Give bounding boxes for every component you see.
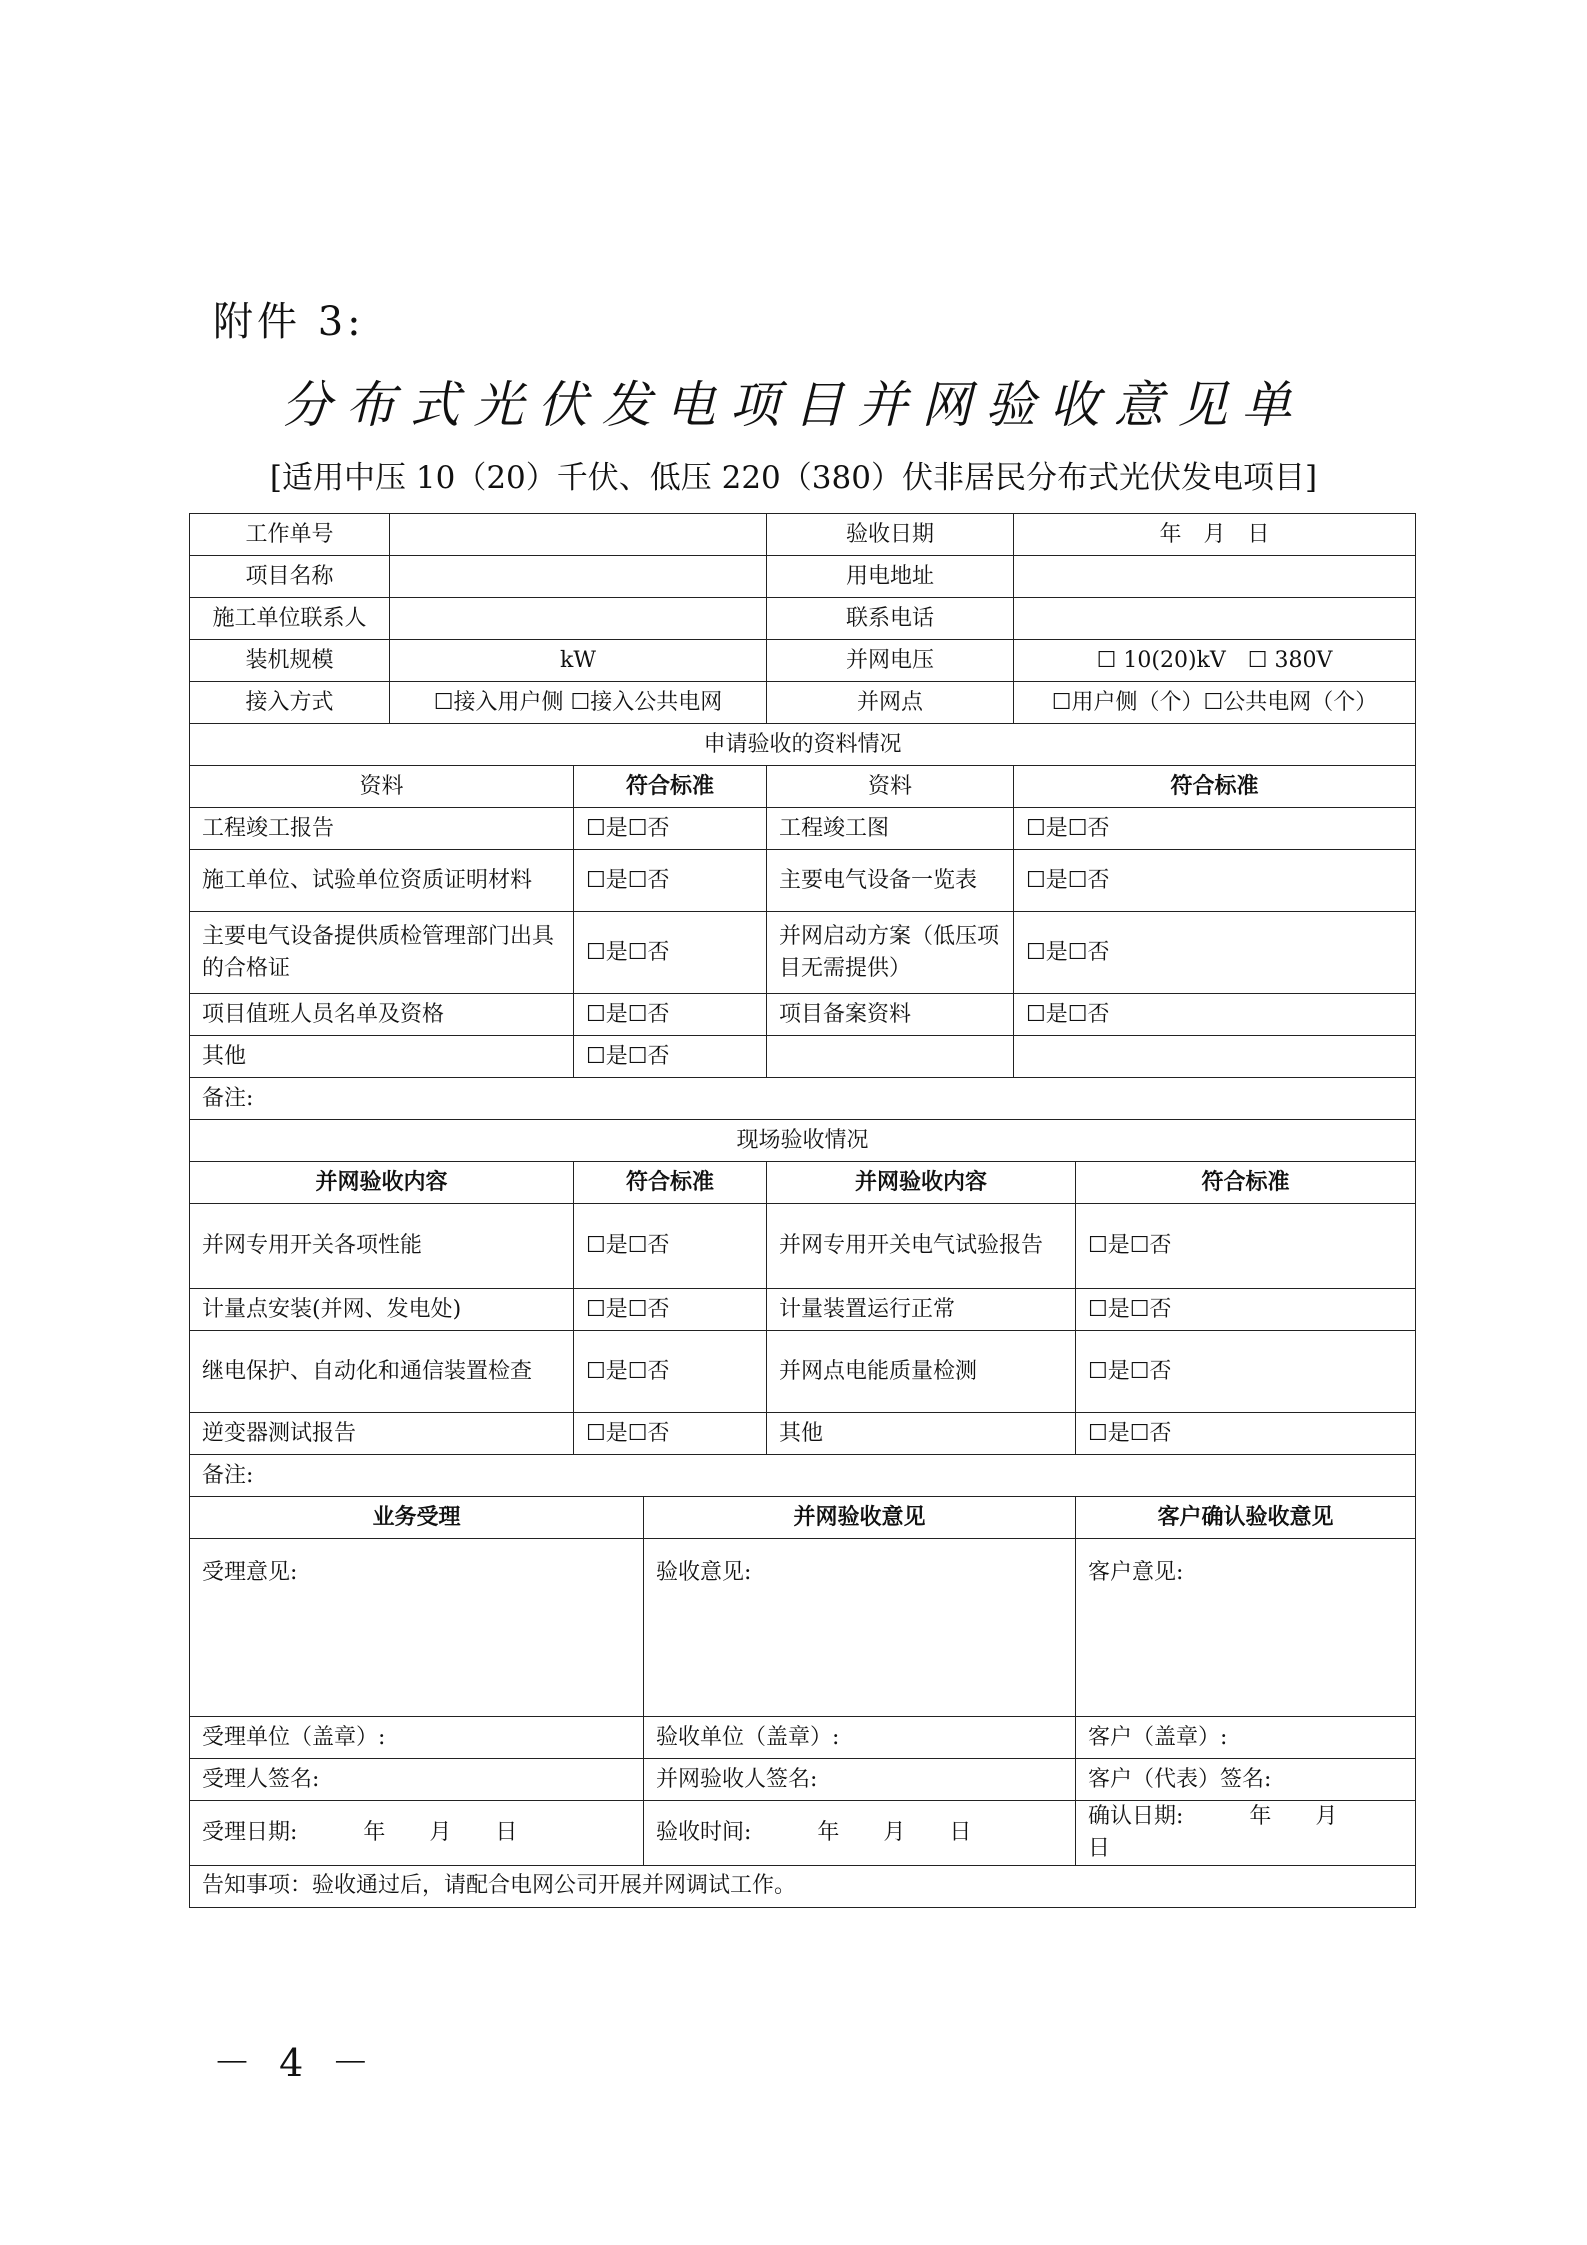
capacity-label: 装机规模 bbox=[190, 640, 390, 682]
onsite-check[interactable]: ☐是☐否 bbox=[574, 1331, 767, 1413]
project-name-label: 项目名称 bbox=[190, 556, 390, 598]
documents-column-header bbox=[190, 766, 1416, 808]
row-work-order bbox=[190, 514, 1416, 556]
attachment-label: 附件 3: bbox=[213, 299, 365, 345]
col-compliant-left: 符合标准 bbox=[574, 766, 767, 808]
date-row bbox=[190, 1801, 1416, 1866]
documents-section-header bbox=[190, 724, 1416, 766]
onsite-item: 并网专用开关各项性能 bbox=[190, 1204, 574, 1289]
business-signature[interactable]: 受理人签名: bbox=[190, 1759, 644, 1801]
customer-seal[interactable]: 客户（盖章）: bbox=[1076, 1717, 1416, 1759]
onsite-check[interactable]: ☐是☐否 bbox=[574, 1289, 767, 1331]
col-compliant-right: 符合标准 bbox=[1014, 766, 1416, 808]
page-number: － 4 － bbox=[213, 2041, 378, 2085]
grid-date[interactable]: 验收时间: 年 月 日 bbox=[644, 1801, 1076, 1866]
onsite-section-title: 现场验收情况 bbox=[190, 1120, 1416, 1162]
doc-item: 主要电气设备提供质检管理部门出具的合格证 bbox=[190, 912, 574, 994]
col-content-right: 并网验收内容 bbox=[767, 1162, 1076, 1204]
doc-check[interactable]: ☐是☐否 bbox=[1014, 808, 1416, 850]
onsite-check[interactable]: ☐是☐否 bbox=[1076, 1331, 1416, 1413]
onsite-item: 其他 bbox=[767, 1413, 1076, 1455]
row-contractor bbox=[190, 598, 1416, 640]
table-row bbox=[190, 850, 1416, 912]
doc-check[interactable]: ☐是☐否 bbox=[574, 994, 767, 1036]
onsite-item: 逆变器测试报告 bbox=[190, 1413, 574, 1455]
opinions-header-row bbox=[190, 1497, 1416, 1539]
form-title: 分布式光伏发电项目并网验收意见单 bbox=[281, 376, 1306, 434]
customer-opinion-field[interactable]: 客户意见: bbox=[1076, 1539, 1416, 1717]
row-capacity bbox=[190, 640, 1416, 682]
onsite-check[interactable]: ☐是☐否 bbox=[574, 1413, 767, 1455]
form-subtitle: [适用中压 10（20）千伏、低压 220（380）伏非居民分布式光伏发电项目] bbox=[269, 460, 1318, 496]
documents-section-title: 申请验收的资料情况 bbox=[190, 724, 1416, 766]
onsite-item: 计量装置运行正常 bbox=[767, 1289, 1076, 1331]
work-order-label: 工作单号 bbox=[190, 514, 390, 556]
notice-row bbox=[190, 1865, 1416, 1907]
grid-voltage-label: 并网电压 bbox=[767, 640, 1014, 682]
onsite-column-header bbox=[190, 1162, 1416, 1204]
table-row bbox=[190, 1289, 1416, 1331]
customer-header: 客户确认验收意见 bbox=[1076, 1497, 1416, 1539]
doc-check[interactable]: ☐是☐否 bbox=[574, 912, 767, 994]
onsite-item: 并网专用开关电气试验报告 bbox=[767, 1204, 1076, 1289]
phone-label: 联系电话 bbox=[767, 598, 1014, 640]
access-mode-label: 接入方式 bbox=[190, 682, 390, 724]
customer-date[interactable]: 确认日期: 年 月 日 bbox=[1076, 1801, 1416, 1866]
doc-check[interactable]: ☐是☐否 bbox=[1014, 994, 1416, 1036]
grid-signature[interactable]: 并网验收人签名: bbox=[644, 1759, 1076, 1801]
doc-item: 工程竣工报告 bbox=[190, 808, 574, 850]
doc-item: 其他 bbox=[190, 1036, 574, 1078]
grid-point-options[interactable]: ☐用户侧（个）☐公共电网（个） bbox=[1014, 682, 1416, 724]
capacity-field[interactable]: kW bbox=[390, 640, 767, 682]
onsite-check[interactable]: ☐是☐否 bbox=[574, 1204, 767, 1289]
access-mode-options[interactable]: ☐接入用户侧 ☐接入公共电网 bbox=[390, 682, 767, 724]
row-access-mode bbox=[190, 682, 1416, 724]
grid-point-label: 并网点 bbox=[767, 682, 1014, 724]
onsite-remarks-row bbox=[190, 1455, 1416, 1497]
address-label: 用电地址 bbox=[767, 556, 1014, 598]
doc-item: 工程竣工图 bbox=[767, 808, 1014, 850]
col-material-right: 资料 bbox=[767, 766, 1014, 808]
documents-remarks-row bbox=[190, 1078, 1416, 1120]
doc-item: 项目值班人员名单及资格 bbox=[190, 994, 574, 1036]
business-header: 业务受理 bbox=[190, 1497, 644, 1539]
business-unit-seal[interactable]: 受理单位（盖章）: bbox=[190, 1717, 644, 1759]
doc-check[interactable]: ☐是☐否 bbox=[574, 850, 767, 912]
doc-check[interactable]: ☐是☐否 bbox=[574, 808, 767, 850]
row-project-name bbox=[190, 556, 1416, 598]
business-date[interactable]: 受理日期: 年 月 日 bbox=[190, 1801, 644, 1866]
doc-check[interactable]: ☐是☐否 bbox=[1014, 912, 1416, 994]
business-opinion-field[interactable]: 受理意见: bbox=[190, 1539, 644, 1717]
customer-signature[interactable]: 客户（代表）签名: bbox=[1076, 1759, 1416, 1801]
onsite-check[interactable]: ☐是☐否 bbox=[1076, 1204, 1416, 1289]
phone-field[interactable] bbox=[1014, 598, 1416, 640]
doc-check[interactable]: ☐是☐否 bbox=[574, 1036, 767, 1078]
doc-check[interactable] bbox=[1014, 1036, 1416, 1078]
doc-item: 主要电气设备一览表 bbox=[767, 850, 1014, 912]
doc-check[interactable]: ☐是☐否 bbox=[1014, 850, 1416, 912]
acceptance-date-label: 验收日期 bbox=[767, 514, 1014, 556]
onsite-remarks[interactable]: 备注: bbox=[190, 1455, 1416, 1497]
onsite-section-header bbox=[190, 1120, 1416, 1162]
onsite-item: 继电保护、自动化和通信装置检查 bbox=[190, 1331, 574, 1413]
notice-text: 告知事项：验收通过后，请配合电网公司开展并网调试工作。 bbox=[190, 1865, 1416, 1907]
col-compliant-right: 符合标准 bbox=[1076, 1162, 1416, 1204]
table-row bbox=[190, 912, 1416, 994]
doc-item: 施工单位、试验单位资质证明材料 bbox=[190, 850, 574, 912]
grid-header: 并网验收意见 bbox=[644, 1497, 1076, 1539]
address-field[interactable] bbox=[1014, 556, 1416, 598]
onsite-check[interactable]: ☐是☐否 bbox=[1076, 1413, 1416, 1455]
col-material-left: 资料 bbox=[190, 766, 574, 808]
contractor-contact-label: 施工单位联系人 bbox=[190, 598, 390, 640]
table-row bbox=[190, 994, 1416, 1036]
documents-remarks[interactable]: 备注: bbox=[190, 1078, 1416, 1120]
col-content-left: 并网验收内容 bbox=[190, 1162, 574, 1204]
doc-item: 项目备案资料 bbox=[767, 994, 1014, 1036]
project-name-field[interactable] bbox=[390, 556, 767, 598]
grid-voltage-options[interactable]: ☐ 10(20)kV ☐ 380V bbox=[1014, 640, 1416, 682]
onsite-item: 并网点电能质量检测 bbox=[767, 1331, 1076, 1413]
onsite-item: 计量点安装(并网、发电处) bbox=[190, 1289, 574, 1331]
table-row bbox=[190, 808, 1416, 850]
grid-opinion-field[interactable]: 验收意见: bbox=[644, 1539, 1076, 1717]
table-row bbox=[190, 1036, 1416, 1078]
onsite-check[interactable]: ☐是☐否 bbox=[1076, 1289, 1416, 1331]
doc-item bbox=[767, 1036, 1014, 1078]
grid-unit-seal[interactable]: 验收单位（盖章）: bbox=[644, 1717, 1076, 1759]
table-row bbox=[190, 1331, 1416, 1413]
doc-item: 并网启动方案（低压项目无需提供） bbox=[767, 912, 1014, 994]
seal-row bbox=[190, 1717, 1416, 1759]
contractor-contact-field[interactable] bbox=[390, 598, 767, 640]
signature-row bbox=[190, 1759, 1416, 1801]
table-row bbox=[190, 1413, 1416, 1455]
acceptance-date-field[interactable]: 年 月 日 bbox=[1014, 514, 1416, 556]
work-order-field[interactable] bbox=[390, 514, 767, 556]
opinions-row bbox=[190, 1539, 1416, 1717]
acceptance-form-table bbox=[189, 513, 1416, 1908]
table-row bbox=[190, 1204, 1416, 1289]
col-compliant-left: 符合标准 bbox=[574, 1162, 767, 1204]
